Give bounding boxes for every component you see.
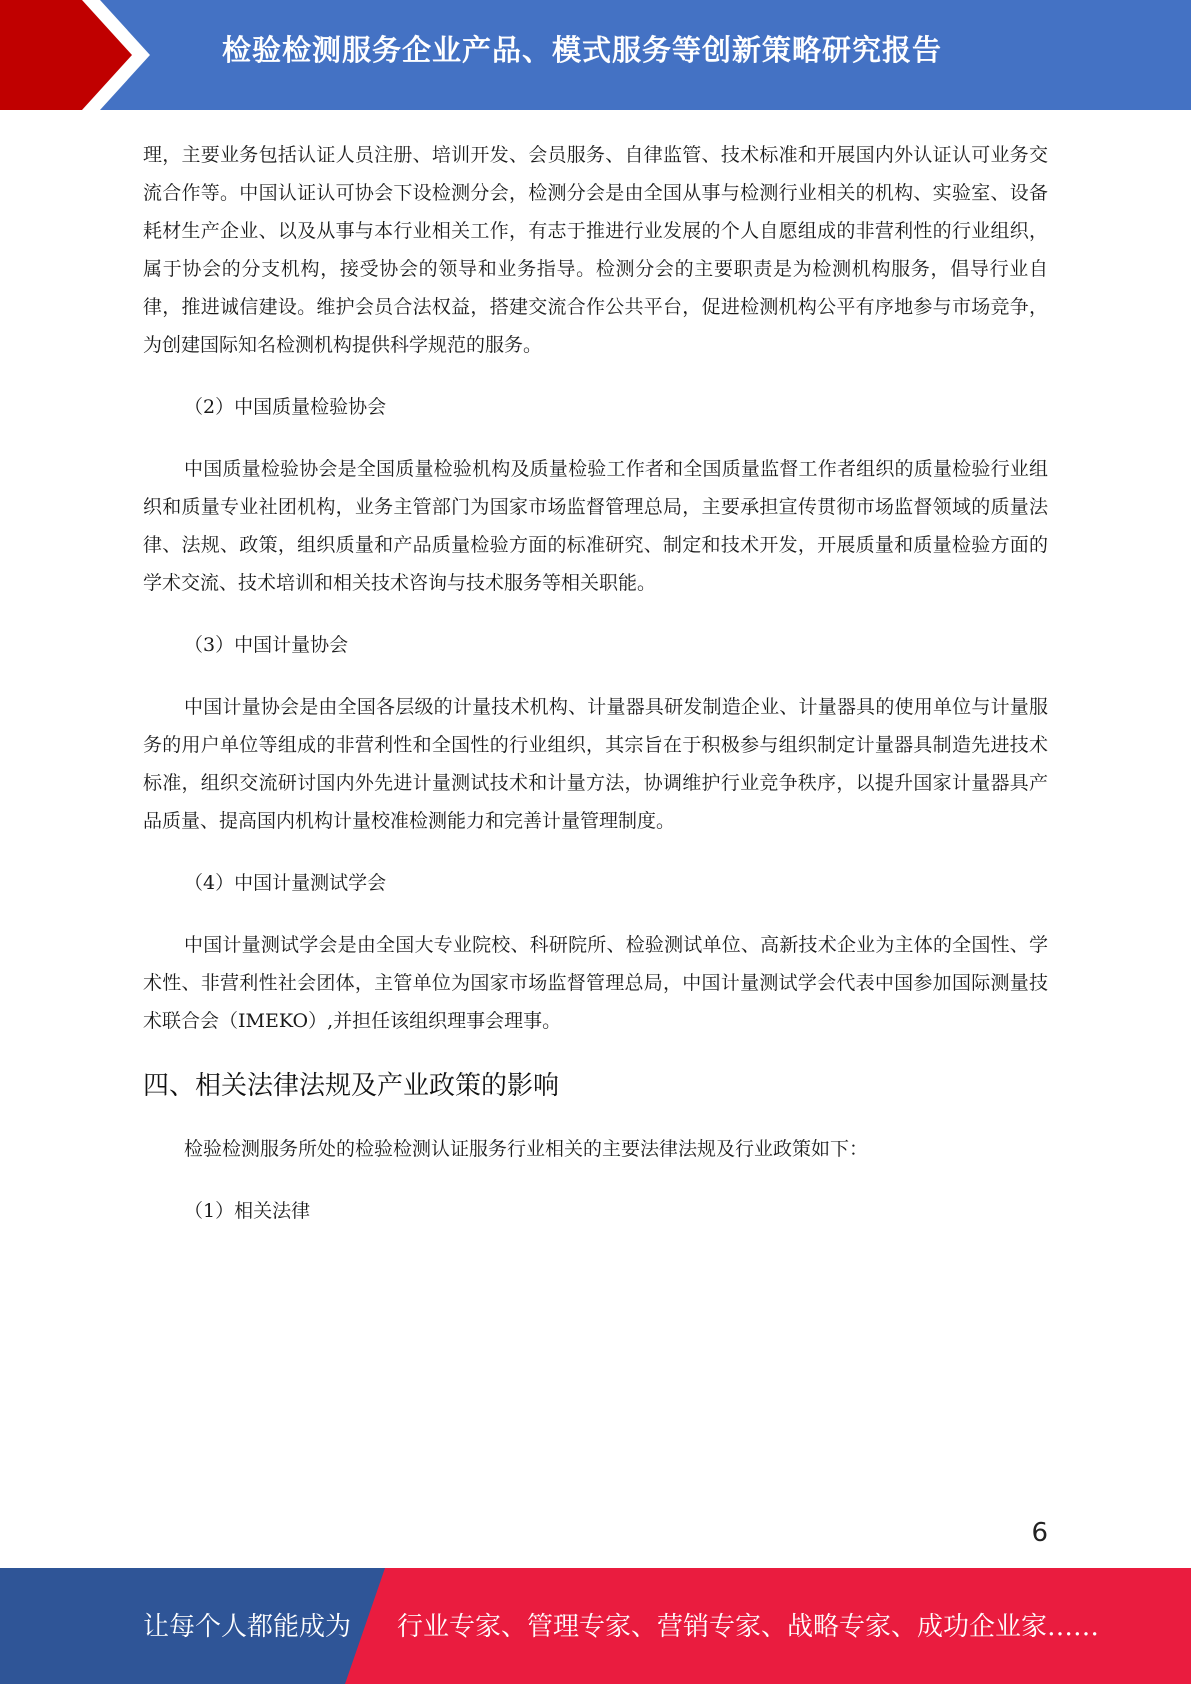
- document-body: [143, 136, 1048, 1254]
- footer-slogan-left: 让每个人都能成为: [143, 1612, 352, 1642]
- paragraph-quality-inspection-association: 中国质量检验协会是全国质量检验机构及质量检验工作者和全国质量监督工作者组织的质量检验行业组织和质量专业社团机构，业务主管部门为国家市场监督管理总局，主要承担宣传贯彻市场监督领域的质量法律、法规、政策，组织质量和产品质量检验方面的标准研究、制定和技术开发，开展质量和质量检验方面的学术交流、技术培训和相关技术咨询与技术服务等相关职能。: [143, 458, 1048, 594]
- header-arrow-decoration: [0, 0, 150, 110]
- paragraph-metrology-association: 中国计量协会是由全国各层级的计量技术机构、计量器具研发制造企业、计量器具的使用单位与计量服务的用户单位等组成的非营利性和全国性的行业组织，其宗旨在于积极参与组织制定计量器具制造先进技术标准，组织交流研讨国内外先进计量测试技术和计量方法，协调维护行业竞争秩序，以提升国家计量器具产品质量、提高国内机构计量校准检测能力和完善计量管理制度。: [143, 696, 1048, 832]
- subheading-related-laws: （1）相关法律: [184, 1200, 311, 1222]
- paragraph-laws-intro: 检验检测服务所处的检验检测认证服务行业相关的主要法律法规及行业政策如下：: [184, 1138, 869, 1160]
- subheading-metrology-society: （4）中国计量测试学会: [184, 872, 387, 894]
- section-heading-laws-policies: 四、相关法律法规及产业政策的影响: [143, 1071, 560, 1101]
- page-header: [0, 0, 1191, 110]
- subheading-quality-inspection-association: （2）中国质量检验协会: [184, 396, 387, 418]
- paragraph-cca-testing-branch: 理，主要业务包括认证人员注册、培训开发、会员服务、自律监管、技术标准和开展国内外认证认可业务交流合作等。中国认证认可协会下设检测分会，检测分会是由全国从事与检测行业相关的机构、实验室、设备耗材生产企业、以及从事与本行业相关工作，有志于推进行业发展的个人自愿组成的非营利性的行业组织，属于协会的分支机构，接受协会的领导和业务指导。检测分会的主要职责是为检测机构服务，倡导行业自律，推进诚信建设。维护会员合法权益，搭建交流合作公共平台，促进检测机构公平有序地参与市场竞争，为创建国际知名检测机构提供科学规范的服务。: [143, 144, 1048, 356]
- page-number: 6: [1031, 1518, 1048, 1548]
- paragraph-metrology-society: 中国计量测试学会是由全国大专业院校、科研院所、检验测试单位、高新技术企业为主体的全国性、学术性、非营利性社会团体，主管单位为国家市场监督管理总局，中国计量测试学会代表中国参加国际测量技术联合会（IMEKO）,并担任该组织理事会理事。: [143, 934, 1048, 1032]
- report-title: 检验检测服务企业产品、模式服务等创新策略研究报告: [222, 33, 943, 67]
- subheading-metrology-association: （3）中国计量协会: [184, 634, 349, 656]
- footer-slogan-right: 行业专家、管理专家、营销专家、战略专家、成功企业家……: [397, 1612, 1100, 1642]
- page-footer: [0, 1568, 1191, 1684]
